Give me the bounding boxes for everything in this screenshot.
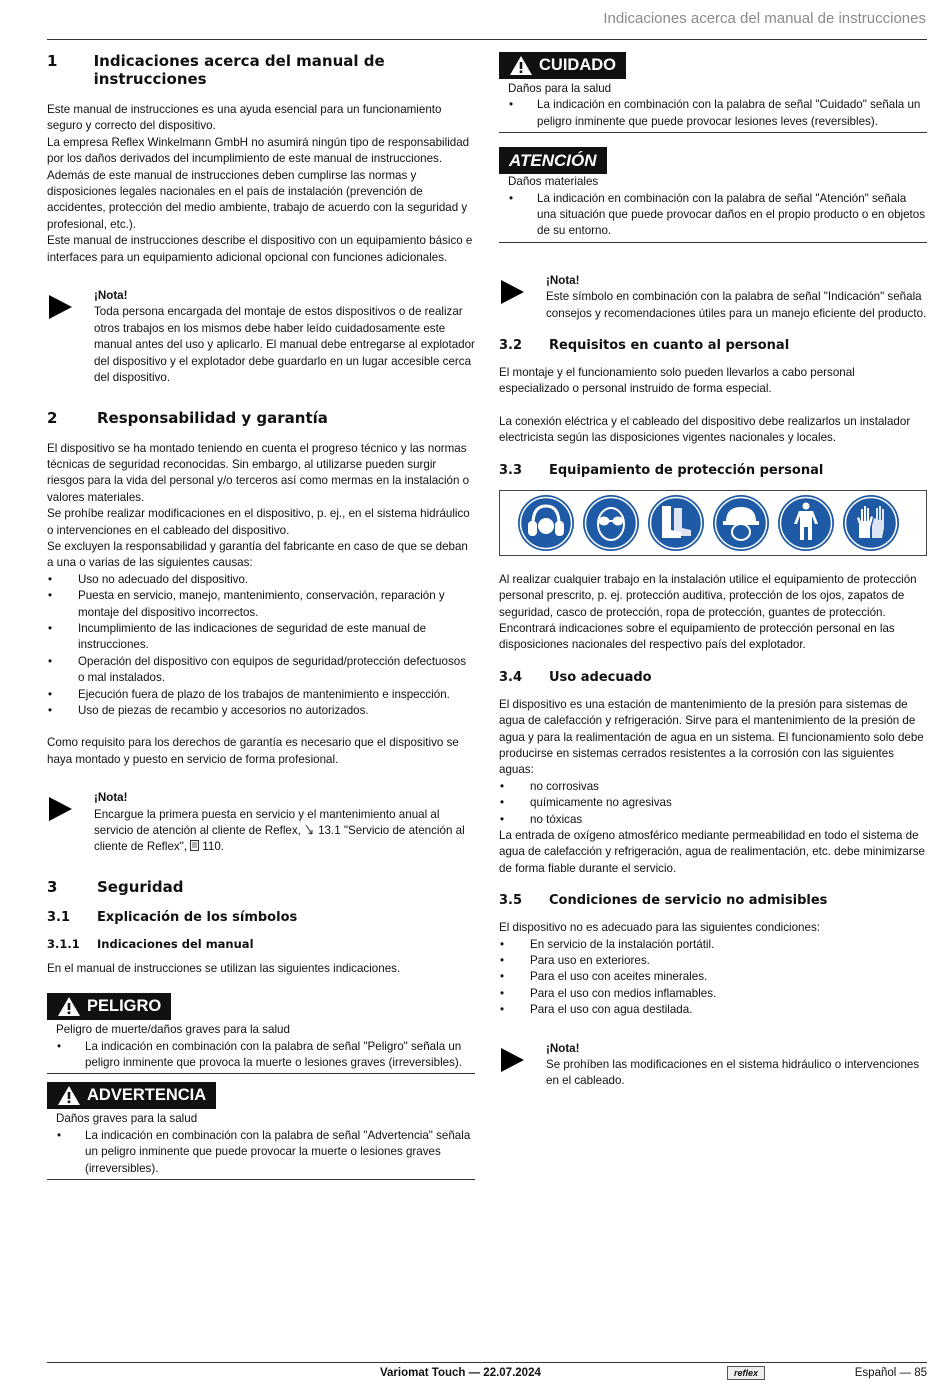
section-number: 3.1.1	[47, 936, 80, 951]
conditions-list	[499, 937, 927, 1019]
paragraph: El dispositivo se ha montado teniendo en cuenta el progreso técnico y las normas técnicas de seguridad reconocidas. Sin embargo, al utilizarse pueden surgir riesgos para la vida del personal y/o terceros así como mermas en la instalación o valores materiales.	[47, 441, 470, 504]
section-number: 2	[47, 408, 58, 427]
signal-subtitle: Daños para la salud	[508, 82, 612, 95]
list-item: • En servicio de la instalación portátil.	[499, 937, 927, 953]
section-number: 3	[47, 877, 58, 896]
list-item: • Para el uso con agua destilada.	[499, 1002, 927, 1018]
list-item: • no tóxicas	[499, 812, 927, 828]
signal-label: ADVERTENCIA	[47, 1082, 216, 1109]
paragraph: Al realizar cualquier trabajo en la instalación utilice el equipamiento de protección personal prescrito, p. ej. protección auditiva, protección de los ojos, zapatos de seguridad, casco de protección, ropa de protección, guantes de protección.	[499, 572, 917, 619]
list-item: • Para el uso con medios inflamables.	[499, 986, 927, 1002]
section-title: Indicaciones acerca del manual de instrucciones	[93, 52, 385, 88]
header-divider	[47, 39, 927, 40]
helmet-icon	[712, 494, 770, 552]
section-title: Responsabilidad y garantía	[97, 408, 328, 427]
cross-reference-link[interactable]: 13.1 "Servicio de atención al cliente de Reflex",	[94, 824, 465, 854]
safety-boots-icon	[647, 494, 705, 552]
play-triangle-icon	[47, 796, 73, 822]
paragraph: Se prohíbe realizar modificaciones en el dispositivo, p. ej., en el sistema hidráulico o intervenciones en el cableado del dispositivo.	[47, 507, 470, 537]
section-number: 3.3	[499, 462, 523, 478]
paragraph: El montaje y el funcionamiento solo pueden llevarlos a cabo personal especializado o personal instruido de forma especial.	[499, 366, 855, 396]
running-header: Indicaciones acerca del manual de instrucciones	[603, 10, 926, 27]
section-2-heading	[47, 409, 475, 427]
section-1-heading	[47, 52, 475, 88]
note-title: ¡Nota!	[546, 1041, 580, 1055]
section-number: 3.4	[499, 669, 523, 685]
paragraph: En el manual de instrucciones se utilizan las siguientes indicaciones.	[47, 961, 401, 975]
list-item: • La indicación en combinación con la palabra de señal "Cuidado" señala un peligro inminente que puede provocar lesiones leves (reversibles).	[508, 97, 927, 130]
eye-protection-icon	[582, 494, 640, 552]
warning-triangle-icon	[57, 1085, 81, 1106]
note-text: Este símbolo en combinación con la palabra de señal "Indicación" señala consejos y recomendaciones útiles para un manejo eficiente del producto.	[546, 290, 927, 320]
signal-subtitle: Daños graves para la salud	[56, 1112, 198, 1126]
section-3-4-heading	[499, 670, 927, 685]
list-item: • La indicación en combinación con la palabra de señal "Atención" señala una situación que puede provocar daños en el propio producto o en objetos de su entorno.	[508, 191, 927, 240]
ppe-icons-panel	[499, 490, 927, 556]
signal-subtitle: Daños materiales	[508, 175, 599, 189]
signal-subtitle: Peligro de muerte/daños graves para la salud	[56, 1023, 290, 1037]
play-triangle-icon	[499, 279, 525, 305]
section-3-1-heading	[47, 910, 475, 925]
list-item: • Puesta en servicio, manejo, mantenimiento, conservación, reparación y montaje del dispositivo incorrectos.	[47, 588, 475, 621]
section-title: Indicaciones del manual	[97, 936, 254, 951]
signal-label: PELIGRO	[47, 993, 171, 1020]
list-item: • La indicación en combinación con la palabra de señal "Advertencia" señala un peligro inminente que puede provocar la muerte o lesiones graves (irreversibles).	[56, 1128, 475, 1177]
signal-atencion	[499, 147, 927, 243]
list-item: • químicamente no agresivas	[499, 795, 927, 811]
signal-advertencia	[47, 1082, 475, 1180]
signal-label: ATENCIÓN	[499, 147, 607, 174]
right-column	[499, 52, 927, 1090]
reflex-logo: reflex	[727, 1366, 765, 1380]
paragraph: Se excluyen la responsabilidad y garantía del fabricante en caso de que se deban a una o varias de las siguientes causas:	[47, 539, 468, 570]
signal-peligro	[47, 993, 475, 1074]
paragraph: El dispositivo no es adecuado para las siguientes condiciones:	[499, 921, 820, 935]
paragraph: Este manual de instrucciones es una ayuda esencial para un funcionamiento seguro y correcto del dispositivo.	[47, 103, 442, 133]
list-item: • Operación del dispositivo con equipos de seguridad/protección defectuosos o mal instalados.	[47, 654, 475, 687]
play-triangle-icon	[47, 294, 73, 320]
paragraph: Además de este manual de instrucciones deben cumplirse las normas y disposiciones legales nacionales en el país de instalación (prevención de accidentes, protección del medio ambiente, trabajo de acuerdo con la seguridad y profesional, etc.).	[47, 168, 468, 231]
water-types-list	[499, 779, 927, 828]
section-title: Seguridad	[97, 877, 184, 896]
section-title: Uso adecuado	[549, 669, 652, 685]
divider	[47, 1179, 475, 1180]
section-3-heading	[47, 878, 475, 896]
play-triangle-icon	[499, 1047, 525, 1073]
paragraph: La empresa Reflex Winkelmann GmbH no asumirá ningún tipo de responsabilidad por los daños derivados del incumplimiento de este manual de instrucciones.	[47, 135, 470, 166]
section-3-5-heading	[499, 893, 927, 908]
list-item: • Ejecución fuera de plazo de los trabajos de mantenimiento e inspección.	[47, 687, 475, 703]
paragraph: La entrada de oxígeno atmosférico mediante permeabilidad en todo el sistema de agua de calefacción y refrigeración, agua de realimentación, etc. debe minimizarse de forma fiable durante el servicio.	[499, 828, 925, 875]
section-number: 3.2	[499, 338, 523, 354]
protective-clothing-icon	[777, 494, 835, 552]
paragraph: Encontrará indicaciones sobre el equipamiento de protección personal en las disposiciones nacionales del respectivo país del explotador.	[499, 621, 895, 652]
cross-reference-arrow-icon	[304, 824, 314, 835]
note-box	[499, 1041, 927, 1090]
note-box	[47, 288, 475, 386]
note-text: Toda persona encargada del montaje de estos dispositivos o de realizar otros trabajos en los mismos debe haber leído cuidadosamente este manual antes del uso y aplicarlo. El manual debe entregarse al explotador del dispositivo y el explotador debe guardarlo en un lugar accesible cerca del dispositivo.	[94, 305, 475, 385]
paragraph: Como requisito para los derechos de garantía es necesario que el dispositivo se haya montado y puesto en servicio de forma profesional.	[47, 736, 459, 766]
section-title: Equipamiento de protección personal	[549, 462, 824, 478]
section-3-1-1-heading	[47, 937, 475, 951]
note-title: ¡Nota!	[94, 289, 128, 303]
section-title: Condiciones de servicio no admisibles	[549, 893, 828, 909]
note-box	[499, 273, 927, 322]
list-item: • La indicación en combinación con la palabra de señal "Peligro" señala un peligro inminente que provoca la muerte o lesiones graves (irreversibles).	[56, 1039, 475, 1072]
list-item: • Incumplimiento de las indicaciones de seguridad de este manual de instrucciones.	[47, 621, 475, 654]
causes-list	[47, 572, 475, 720]
footer-product: Variomat Touch — 22.07.2024	[380, 1367, 541, 1379]
list-item: • Para el uso con aceites minerales.	[499, 969, 927, 985]
note-text: Se prohíben las modificaciones en el sistema hidráulico o intervenciones en el cableado.	[546, 1058, 920, 1088]
warning-triangle-icon	[509, 55, 533, 76]
list-item: • no corrosivas	[499, 779, 927, 795]
section-3-3-heading	[499, 463, 927, 478]
list-item: • Uso de piezas de recambio y accesorios no autorizados.	[47, 703, 475, 719]
signal-cuidado	[499, 52, 927, 133]
section-number: 3.1	[47, 909, 71, 925]
footer-divider	[47, 1362, 927, 1363]
note-text: Encargue la primera puesta en servicio y el mantenimiento anual al servicio de atención al cliente de Reflex, 13.1 "Servicio de atención al cliente de Reflex", 110.	[94, 807, 465, 854]
gloves-icon	[842, 494, 900, 552]
footer-page-number: Español — 85	[854, 1367, 927, 1379]
note-title: ¡Nota!	[546, 273, 580, 287]
section-title: Requisitos en cuanto al personal	[549, 338, 790, 354]
list-item: • Uso no adecuado del dispositivo.	[47, 572, 475, 588]
paragraph: La conexión eléctrica y el cableado del dispositivo debe realizarlos un instalador electricista según las disposiciones vigentes nacionales y locales.	[499, 414, 911, 445]
note-title: ¡Nota!	[94, 791, 128, 805]
list-item: • Para uso en exteriores.	[499, 953, 927, 969]
paragraph: Este manual de instrucciones describe el dispositivo con un equipamiento básico e interfaces para un equipamiento adicional opcional con funciones adicionales.	[47, 234, 473, 264]
section-number: 3.5	[499, 893, 523, 909]
signal-label: CUIDADO	[499, 52, 626, 79]
left-column	[47, 52, 475, 1180]
section-title: Explicación de los símbolos	[97, 909, 298, 925]
paragraph: El dispositivo es una estación de mantenimiento de la presión para sistemas de agua de calefacción y refrigeración. Sirve para el mantenimiento de la presión de agua y para la realimentación de agua en un sistema. El funcionamiento solo debe producirse en sistemas cerrados resistentes a la corrosión con las siguientes aguas:	[499, 697, 924, 777]
section-3-2-heading	[499, 338, 927, 353]
note-box	[47, 790, 475, 856]
warning-triangle-icon	[57, 996, 81, 1017]
ear-protection-icon	[517, 494, 575, 552]
page-icon	[190, 840, 199, 851]
section-number: 1	[47, 52, 58, 70]
